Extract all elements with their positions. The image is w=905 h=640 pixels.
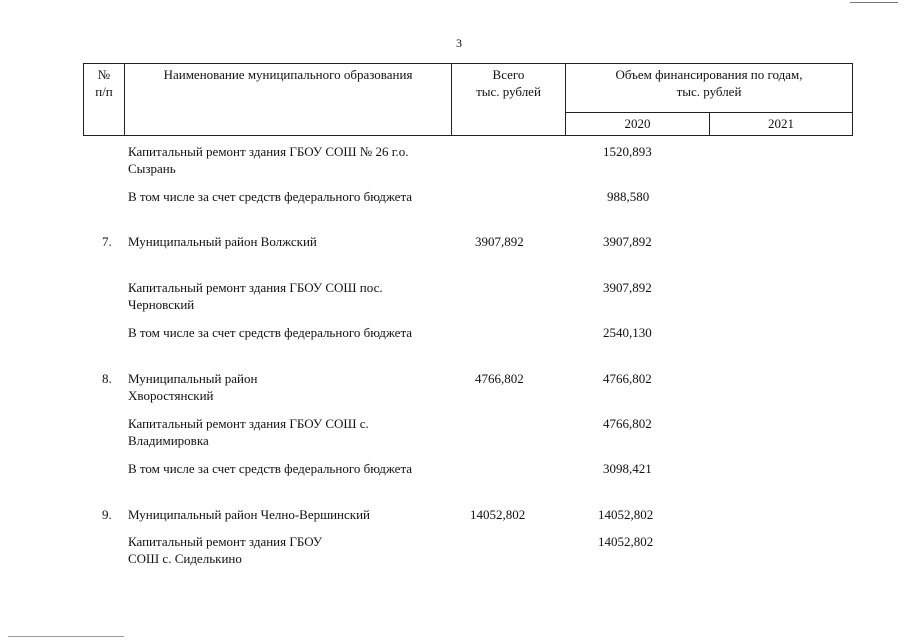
row-total: 14052,802	[470, 507, 526, 522]
corner-rule	[850, 2, 898, 3]
row-number: 7.	[102, 234, 112, 249]
row-value-2020: 1520,893	[603, 144, 652, 159]
header-year-2021: 2021	[710, 113, 853, 136]
header-years: Объем финансирования по годам, тыс. рублей	[566, 64, 853, 113]
bottom-rule	[8, 636, 124, 637]
row-name: Муниципальный район Волжский	[128, 234, 317, 249]
row-value-2020: 14052,802	[598, 507, 654, 522]
row-name: В том числе за счет средств федерального бюджета	[128, 189, 413, 204]
row-name: Капитальный ремонт здания ГБОУ СОШ пос. Черновский	[128, 280, 383, 312]
row-value-2020: 4766,802	[603, 371, 652, 386]
header-name: Наименование муниципального образования	[125, 64, 452, 136]
row-value-2020: 4766,802	[603, 416, 652, 431]
page-number: 3	[456, 36, 462, 50]
header-year-2020: 2020	[566, 113, 710, 136]
header-number: № п/п	[84, 64, 125, 136]
row-value-2020: 2540,130	[603, 325, 652, 340]
row-name: Капитальный ремонт здания ГБОУ СОШ с. Владимировка	[128, 416, 369, 448]
row-value-2020: 988,580	[607, 189, 650, 204]
row-name: Муниципальный район Хворостянский	[128, 371, 258, 403]
row-value-2020: 3098,421	[603, 461, 652, 476]
row-name: В том числе за счет средств федерального бюджета	[128, 461, 413, 476]
row-name: Муниципальный район Челно-Вершинский	[128, 507, 371, 522]
row-value-2020: 14052,802	[598, 534, 654, 549]
row-name: Капитальный ремонт здания ГБОУ СОШ с. Сиделькино	[128, 534, 323, 566]
table-header	[83, 63, 853, 136]
row-total: 3907,892	[475, 234, 524, 249]
row-value-2020: 3907,892	[603, 280, 652, 295]
row-value-2020: 3907,892	[603, 234, 652, 249]
row-total: 4766,802	[475, 371, 524, 386]
row-name: Капитальный ремонт здания ГБОУ СОШ № 26 г.о. Сызрань	[128, 144, 409, 176]
row-number: 9.	[102, 507, 112, 522]
row-name: В том числе за счет средств федерального бюджета	[128, 325, 413, 340]
header-total: Всего тыс. рублей	[452, 64, 566, 136]
row-number: 8.	[102, 371, 112, 386]
